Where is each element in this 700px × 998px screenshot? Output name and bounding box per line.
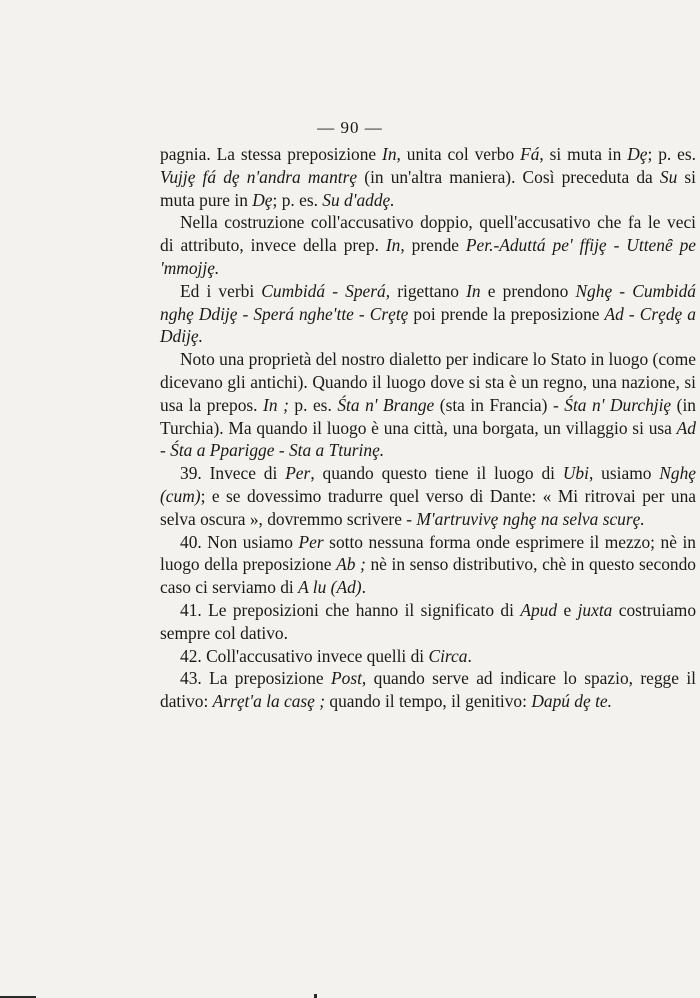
text-run: e xyxy=(557,599,578,620)
italic-text: Vujjȩ fá dȩ n'andra mantrȩ xyxy=(160,166,358,187)
italic-text: Per.-Aduttá pe' ffijȩ - Uttenȇ pe 'mmojjȩ. xyxy=(160,235,697,278)
text-run: sotto nessuna forma onde esprimere il mezzo; nè in luogo della preposizione xyxy=(160,531,696,575)
paragraph xyxy=(160,280,696,348)
italic-text: Per xyxy=(298,531,324,552)
italic-text: A lu (Ad) xyxy=(298,577,362,598)
text-run: . xyxy=(467,645,472,666)
italic-text: Circa xyxy=(428,645,468,666)
italic-text: Ubi xyxy=(562,463,589,484)
paragraph xyxy=(160,143,696,211)
text-run: ; p. es. xyxy=(272,189,323,210)
text-run: , quando questo tiene il luogo di xyxy=(310,463,563,484)
text-run: p. es. xyxy=(288,394,338,415)
paragraph xyxy=(160,667,696,713)
italic-text: Su d'addȩ. xyxy=(322,189,395,210)
text-run: (in Turchia). Ma quando il luogo è una città, una borgata, un villaggio si usa xyxy=(160,394,697,438)
italic-text: Cumbidá - Sperá, xyxy=(261,280,391,301)
text-run: poi prende la preposizione xyxy=(408,303,605,324)
italic-text: Fá xyxy=(520,144,540,164)
italic-text: Śta n' Durchjiȩ xyxy=(564,394,672,415)
paragraph xyxy=(160,531,696,599)
scan-edge-mark xyxy=(314,994,317,998)
italic-text: M'artruvivȩ nghȩ na selva scurȩ. xyxy=(416,508,645,529)
italic-text: Ad - Crȩdȩ a Ddijȩ. xyxy=(160,303,696,347)
text-run: e prendono xyxy=(480,280,576,301)
paragraph xyxy=(160,211,696,279)
italic-text: Dȩ xyxy=(252,189,273,210)
text-run: costruiamo sempre col dativo. xyxy=(160,599,697,643)
italic-text: Nghȩ - Cumbidá nghȩ Ddijȩ - Sperá nghe'tte - Crȩtȩ xyxy=(160,280,696,324)
italic-text: juxta xyxy=(577,599,613,620)
body-text xyxy=(160,143,696,713)
text-run: rigettano xyxy=(390,280,467,301)
text-run: nè in senso distributivo, chè in questo secondo caso ci serviamo di xyxy=(160,554,696,598)
text-run: , si muta in xyxy=(539,144,628,164)
text-run: , usiamo xyxy=(588,463,660,484)
paragraph xyxy=(160,462,696,530)
italic-text: In xyxy=(382,144,397,164)
text-run: 40. Non usiamo xyxy=(180,531,299,552)
text-run: Ed i verbi xyxy=(180,280,262,301)
italic-text: In xyxy=(466,280,481,301)
text-run: 41. Le preposizioni che hanno il significato di xyxy=(180,599,521,620)
italic-text: Nghȩ (cum) xyxy=(160,463,696,506)
text-run: ; p. es. xyxy=(647,144,696,164)
italic-text: Ab ; xyxy=(336,554,366,575)
text-run: si muta pure in xyxy=(160,166,697,210)
text-run: (sta in Francia) - xyxy=(434,394,565,415)
italic-text: In ; xyxy=(263,394,289,415)
italic-text: Śta n' Brange xyxy=(337,394,435,415)
italic-text: Post xyxy=(331,668,362,689)
italic-text: Dȩ xyxy=(627,144,648,164)
italic-text: Apud xyxy=(520,599,558,620)
italic-text: In, xyxy=(385,235,405,256)
text-run: quando il tempo, il genitivo: xyxy=(325,691,532,712)
italic-text: Ad - Śta a Pparigge - Sta a Tturinȩ. xyxy=(160,417,696,461)
text-run: (in un'altra maniera). Così preceduta da xyxy=(357,166,660,187)
text-run: 42. Coll'accusativo invece quelli di xyxy=(180,645,429,666)
text-run: Noto una proprietà del nostro dialetto per indicare lo Stato in luogo (come dicevano gli antichi). Quando il luogo dove si sta è un regno, una nazione, si usa la prepos. xyxy=(160,349,696,415)
italic-text: Su xyxy=(659,166,678,187)
italic-text: Dapú dȩ te. xyxy=(531,691,612,712)
text-run: ; e se dovessimo tradurre quel verso di Dante: « Mi ritrovai per una selva oscura », dovremmo scrivere - xyxy=(160,485,696,529)
italic-text: Per xyxy=(285,463,311,484)
text-run: Nella costruzione coll'accusativo doppio, quell'accusativo che fa le veci di attributo, invece della prep. xyxy=(160,212,696,256)
italic-text: Arrȩt'a la casȩ ; xyxy=(212,691,326,712)
text-run: . xyxy=(361,577,366,598)
paragraph xyxy=(160,645,696,668)
text-run: prende xyxy=(404,235,466,256)
text-run: 43. La preposizione xyxy=(180,668,331,689)
text-run: , unita col verbo xyxy=(396,144,521,164)
paragraph xyxy=(160,348,696,462)
page-number: — 90 — xyxy=(317,118,383,137)
text-run: 39. Invece di xyxy=(180,463,286,484)
paragraph xyxy=(160,599,696,645)
text-run: pagnia. La stessa preposizione xyxy=(160,144,383,164)
text-run: , quando serve ad indicare lo spazio, regge il dativo: xyxy=(160,668,696,712)
